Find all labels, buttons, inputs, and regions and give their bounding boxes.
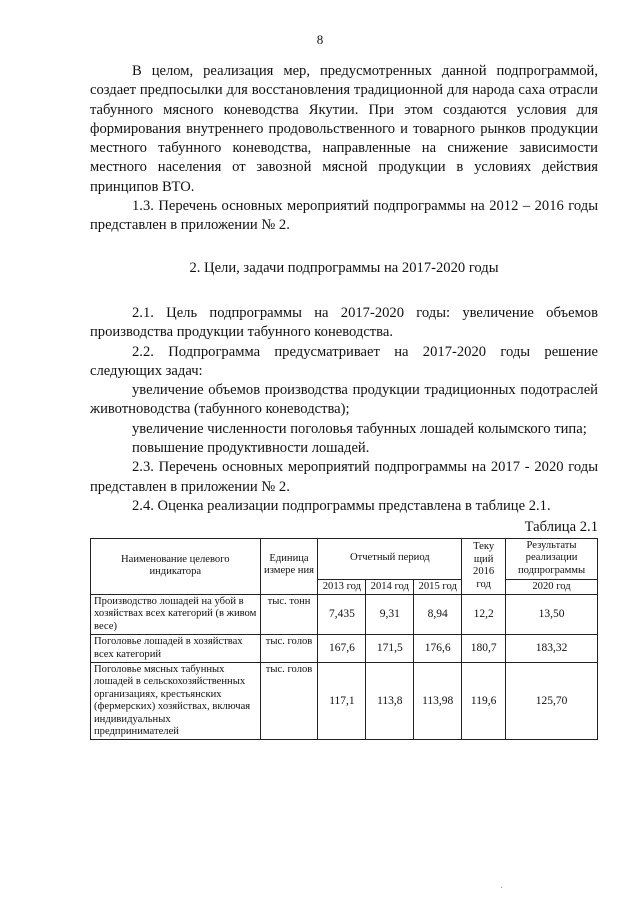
row-unit: тыс. голов <box>260 662 318 739</box>
row-indicator-name: Поголовье мясных табунных лошадей в сельскохозяйственных организациях, крестьянских (фермерских) хозяйствах, включая индивидуальных предпринимателей <box>91 662 261 739</box>
row-value-2016: 119,6 <box>462 662 506 739</box>
task-item-productivity: повышение продуктивности лошадей. <box>132 440 370 457</box>
row-value-2015: 176,6 <box>414 635 462 663</box>
table-row <box>91 635 598 663</box>
row-value-2020: 125,70 <box>506 662 598 739</box>
header-reported-period: Отчетный период <box>318 538 462 579</box>
header-2020: 2020 год <box>506 579 598 594</box>
header-indicator: Наименование целевого индикатора <box>91 538 261 594</box>
page-number: 8 <box>316 32 324 47</box>
header-2015: 2015 год <box>414 579 462 594</box>
row-value-2014: 113,8 <box>366 662 414 739</box>
table-header-row <box>91 538 598 579</box>
row-value-2016: 180,7 <box>462 635 506 663</box>
header-unit: Единица измере ния <box>260 538 318 594</box>
row-value-2015: 113,98 <box>414 662 462 739</box>
row-value-2020: 183,32 <box>506 635 598 663</box>
paragraph-summary: В целом, реализация мер, предусмотренных данной подпрограммой, создает предпосылки для восстановления традиционной для народа саха отрасли табунного мясного коневодства Якутии. При этом создаются условия для формирования внутреннего продовольственного и товарного рынков продукции местного табунного коневодства, направленные на снижение зависимости местного населения от завозной мясной продукции в условиях действия принципов ВТО. <box>90 63 598 195</box>
document-body <box>90 62 598 740</box>
paragraph-1-3: 1.3. Перечень основных мероприятий подпрограммы на 2012 – 2016 годы представлен в приложении № 2. <box>90 198 598 234</box>
header-current-year: Теку щий 2016 год <box>462 538 506 594</box>
row-indicator-name: Поголовье лошадей в хозяйствах всех категорий <box>91 635 261 663</box>
row-value-2015: 8,94 <box>414 594 462 634</box>
paragraph-2-4: 2.4. Оценка реализации подпрограммы представлена в таблице 2.1. <box>132 497 551 514</box>
indicator-table <box>90 538 598 741</box>
row-unit: тыс. тонн <box>260 594 318 634</box>
row-value-2013: 167,6 <box>318 635 366 663</box>
section-heading: 2. Цели, задачи подпрограммы на 2017-2020 годы <box>189 259 499 276</box>
row-unit: тыс. голов <box>260 635 318 663</box>
row-indicator-name: Производство лошадей на убой в хозяйствах всех категорий (в живом весе) <box>91 594 261 634</box>
row-value-2016: 12,2 <box>462 594 506 634</box>
table-caption: Таблица 2.1 <box>524 519 598 536</box>
paragraph-2-1: 2.1. Цель подпрограммы на 2017-2020 годы: увеличение объемов производства продукции табунного коневодства. <box>90 304 598 341</box>
row-value-2014: 171,5 <box>366 635 414 663</box>
row-value-2014: 9,31 <box>366 594 414 634</box>
header-2014: 2014 год <box>366 579 414 594</box>
row-value-2013: 7,435 <box>318 594 366 634</box>
paragraph-2-3: 2.3. Перечень основных мероприятий подпрограммы на 2017 - 2020 годы представлен в приложении № 2. <box>90 459 598 495</box>
header-results: Результаты реализации подпрограммы <box>506 538 598 579</box>
scan-artifact-mark: · <box>500 883 504 894</box>
paragraph-2-2: 2.2. Подпрограмма предусматривает на 2017-2020 годы решение следующих задач: <box>90 343 598 379</box>
table-row <box>91 662 598 739</box>
row-value-2013: 117,1 <box>318 662 366 739</box>
task-item-livestock: увеличение численности поголовья табунных лошадей колымского типа; <box>132 420 587 437</box>
header-2013: 2013 год <box>318 579 366 594</box>
table-row <box>91 594 598 634</box>
task-item-production: увеличение объемов производства продукции традиционных подотраслей животноводства (табунного коневодства); <box>90 382 598 418</box>
row-value-2020: 13,50 <box>506 594 598 634</box>
